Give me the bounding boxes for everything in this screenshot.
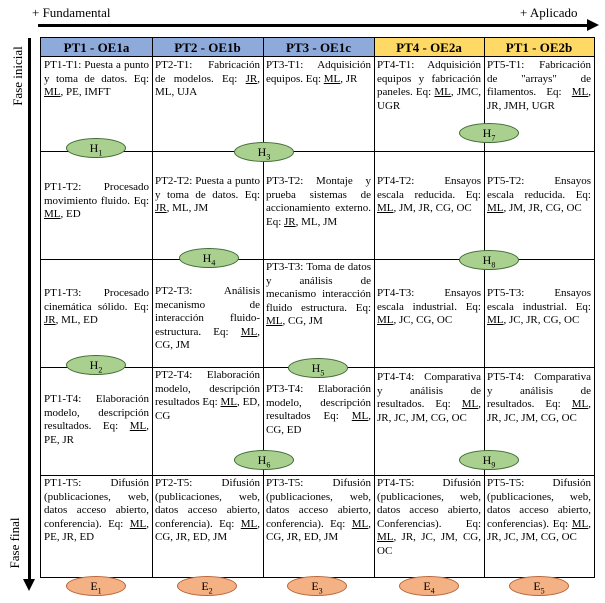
deliverable-number: 2 — [208, 586, 213, 596]
task-lead: ML — [351, 410, 369, 422]
task-cell — [374, 371, 484, 425]
task-team: , PE, JR, ED — [44, 517, 149, 543]
task-lead: ML — [571, 86, 589, 98]
task-lead: ML — [240, 325, 258, 338]
deliverable-letter: E — [90, 579, 98, 593]
task-text: PT1-T3: Procesado cinemática sólido. Eq: — [44, 287, 149, 313]
hypothesis-letter: H — [257, 145, 267, 159]
column-divider — [374, 38, 375, 577]
hypothesis-oval — [66, 355, 126, 375]
task-cell — [484, 175, 594, 216]
hypothesis-oval — [234, 142, 294, 162]
task-cell — [41, 59, 152, 100]
task-lead: ML — [323, 72, 341, 85]
task-text: PT2-T4: Elaboración modelo, descripción resultados Eq: — [155, 369, 260, 408]
task-lead: ML — [220, 396, 238, 408]
task-text: PT5-T5: Difusión (publicaciones, web, datos acceso abierto, conferencias). Eq: — [487, 477, 591, 530]
task-lead: ML — [434, 86, 451, 98]
hypothesis-letter: H — [257, 453, 267, 467]
task-text: PT1-T5: Difusión (publicaciones, web, datos acceso abierto, conferencia). Eq: — [44, 477, 149, 530]
task-cell — [152, 59, 263, 100]
task-text: PT1-T4: Elaboración modelo, descripción resultados. Eq: — [44, 393, 149, 432]
hypothesis-oval — [459, 250, 519, 270]
horizontal-axis-arrow — [38, 24, 591, 27]
hypothesis-number: 6 — [266, 460, 271, 470]
deliverable-oval — [399, 576, 459, 596]
hypothesis-number: 9 — [491, 460, 496, 470]
task-text: PT5-T3: Ensayos escala industrial. Eq: — [487, 287, 591, 313]
task-lead: ML — [377, 314, 394, 326]
task-team: , PE, IMFT — [60, 86, 111, 98]
task-team: , JM, JR, CG, OC — [503, 202, 582, 214]
task-text: PT5-T1: Fabricación de "arrays" de filamentos. Eq: — [487, 59, 591, 98]
task-text: PT2-T1: Fabricación de modelos. Eq: — [155, 59, 260, 85]
column-header: PT1 - OE1a — [41, 38, 152, 57]
task-cell — [41, 181, 152, 222]
hypothesis-number: 4 — [211, 258, 216, 268]
task-lead: JR — [155, 202, 167, 214]
column-header: PT3 - OE1c — [263, 38, 374, 57]
task-team: , JC, CG, OC — [393, 314, 453, 326]
work-package-grid — [40, 37, 595, 596]
task-cell — [374, 59, 484, 113]
deliverable-oval — [509, 576, 569, 596]
task-cell — [484, 371, 594, 425]
column-divider — [152, 38, 153, 577]
task-cell — [152, 477, 263, 545]
deliverable-letter: E — [533, 579, 541, 593]
vertical-arrowhead-icon — [23, 579, 35, 591]
task-team: , CG, JM — [155, 325, 260, 351]
column-header: PT2 - OE1b — [152, 38, 263, 57]
task-text: PT3-T3: Toma de datos y análisis de mecanismo interacción fluido estructura. Eq: — [266, 261, 371, 314]
task-lead: ML — [351, 517, 369, 530]
task-team: , JMC, UGR — [377, 86, 481, 112]
task-team: , JM, JR, CG, OC — [393, 202, 472, 214]
vertical-axis-arrow — [28, 38, 31, 583]
hypothesis-oval — [459, 450, 519, 470]
column-header: PT4 - OE2a — [374, 38, 484, 57]
deliverable-number: 1 — [97, 586, 102, 596]
task-team: , ML, JM — [166, 202, 209, 214]
task-team: , CG, JR, ED, JM — [266, 517, 371, 543]
task-lead: ML — [487, 202, 504, 214]
task-cell — [41, 287, 152, 328]
task-lead: ML — [129, 420, 147, 432]
hypothesis-number: 1 — [98, 148, 103, 158]
deliverable-oval — [287, 576, 347, 596]
task-text: PT1-T2: Procesado movimiento fluido. Eq: — [44, 181, 149, 207]
task-team: , CG, ED — [266, 410, 371, 436]
task-text: PT2-T2: Puesta a punto y toma de datos. Eq: — [155, 175, 260, 201]
deliverable-letter: E — [201, 579, 209, 593]
task-team: , CG, JR, ED, JM — [155, 517, 260, 543]
task-lead: ML — [571, 517, 589, 530]
task-lead: ML — [377, 531, 394, 543]
task-lead: ML — [266, 315, 283, 327]
hypothesis-letter: H — [482, 453, 492, 467]
task-cell — [374, 175, 484, 216]
applied-label: + Aplicado — [520, 5, 578, 20]
task-team: , JR, JC, JM, CG, OC — [377, 398, 481, 424]
task-team: , ED — [60, 208, 81, 220]
hypothesis-letter: H — [89, 141, 99, 155]
hypothesis-letter: H — [482, 126, 492, 140]
task-cell — [374, 287, 484, 328]
hypothesis-number: 3 — [266, 152, 271, 162]
task-team: , ML, UJA — [155, 72, 260, 98]
task-lead: ML — [461, 398, 479, 410]
hypothesis-number: 8 — [491, 260, 496, 270]
hypothesis-number: 5 — [320, 368, 325, 378]
task-team: , PE, JR — [44, 420, 149, 446]
task-text: PT2-T5: Difusión (publicaciones, web, datos acceso abierto, conferencia). Eq: — [155, 477, 260, 530]
task-team: , JR, JMH, UGR — [487, 86, 591, 112]
task-cell — [374, 477, 484, 558]
final-phase-label: Fase final — [7, 517, 22, 569]
task-lead: JR — [245, 72, 258, 85]
column-divider — [263, 38, 264, 577]
hypothesis-oval — [66, 138, 126, 158]
hypothesis-oval — [288, 358, 348, 378]
deliverable-letter: E — [311, 579, 319, 593]
task-text: PT4-T2: Ensayos escala reducida. Eq: — [377, 175, 481, 201]
task-team: , CG, JM — [282, 315, 323, 327]
task-team: , ED, CG — [155, 396, 260, 422]
hypothesis-oval — [459, 123, 519, 143]
column-header: PT1 - OE2b — [484, 38, 594, 57]
horizontal-arrowhead-icon — [587, 19, 599, 31]
task-cell — [152, 175, 263, 216]
deliverable-number: 5 — [540, 586, 545, 596]
task-cell — [263, 175, 374, 229]
deliverable-oval — [66, 576, 126, 596]
task-text: PT5-T4: Comparativa y análisis de resultados. Eq: — [487, 371, 591, 410]
task-cell — [484, 59, 594, 113]
deliverable-letter: E — [423, 579, 431, 593]
task-text: PT3-T4: Elaboración modelo, descripción resultados Eq: — [266, 383, 371, 422]
hypothesis-oval — [234, 450, 294, 470]
row-divider — [41, 475, 594, 476]
task-text: PT5-T2: Ensayos escala reducida. Eq: — [487, 175, 591, 201]
task-text: PT1-T1: Puesta a punto y toma de datos. Eq: — [44, 59, 149, 85]
hypothesis-letter: H — [311, 361, 321, 375]
task-text: PT4-T3: Ensayos escala industrial. Eq: — [377, 287, 481, 313]
task-text: PT4-T5: Difusión (publicaciones, web, datos acceso abierto, Conferencias). Eq: — [377, 477, 481, 530]
task-text: PT2-T3: Análisis mecanismo de interacción fluido-estructura. Eq: — [155, 285, 260, 338]
task-cell — [263, 477, 374, 545]
task-lead: JR — [284, 215, 296, 228]
deliverable-number: 3 — [318, 586, 323, 596]
column-divider — [484, 38, 485, 577]
task-cell — [152, 369, 263, 423]
task-text: PT3-T2: Montaje y prueba sistemas de accionamiento externo. Eq: — [266, 175, 371, 228]
task-cell — [263, 261, 374, 329]
task-team: , ML, JM — [295, 215, 338, 228]
task-team: , JR, JC, JM, CG, OC — [487, 517, 591, 543]
deliverable-number: 4 — [430, 586, 435, 596]
task-cell — [152, 285, 263, 353]
fundamental-label: + Fundamental — [32, 5, 111, 20]
task-text: PT4-T1: Adquisición equipos y fabricación paneles. Eq: — [377, 59, 481, 98]
hypothesis-letter: H — [482, 253, 492, 267]
hypothesis-letter: H — [202, 251, 212, 265]
task-lead: JR — [44, 314, 56, 326]
task-cell — [263, 383, 374, 437]
task-cell — [263, 59, 374, 86]
deliverable-oval — [177, 576, 237, 596]
task-team: , ML, ED — [55, 314, 98, 326]
task-lead: ML — [377, 202, 394, 214]
task-team: , JR, JC, JM, CG, OC — [377, 531, 481, 557]
initial-phase-label: Fase inicial — [10, 46, 25, 106]
task-lead: ML — [44, 208, 61, 220]
task-text: PT3-T1: Adquisición equipos. Eq: — [266, 59, 371, 85]
hypothesis-oval — [179, 248, 239, 268]
task-team: , JR — [340, 72, 358, 85]
task-cell — [484, 477, 594, 545]
task-lead: ML — [240, 517, 258, 530]
task-text: PT4-T4: Comparativa y análisis de resultados. Eq: — [377, 371, 481, 410]
task-lead: ML — [571, 398, 589, 410]
task-lead: ML — [487, 314, 504, 326]
task-cell — [41, 393, 152, 447]
task-team: , JC, JR, CG, OC — [503, 314, 580, 326]
task-cell — [484, 287, 594, 328]
hypothesis-number: 2 — [98, 365, 103, 375]
task-lead: ML — [129, 517, 147, 530]
hypothesis-letter: H — [89, 358, 99, 372]
task-cell — [41, 477, 152, 545]
task-lead: ML — [44, 86, 61, 98]
task-text: PT3-T5: Difusión (publicaciones, web, datos acceso abierto, conferencia). Eq: — [266, 477, 371, 530]
task-team: , JR, JC, JM, CG, OC — [487, 398, 591, 424]
hypothesis-number: 7 — [491, 133, 496, 143]
